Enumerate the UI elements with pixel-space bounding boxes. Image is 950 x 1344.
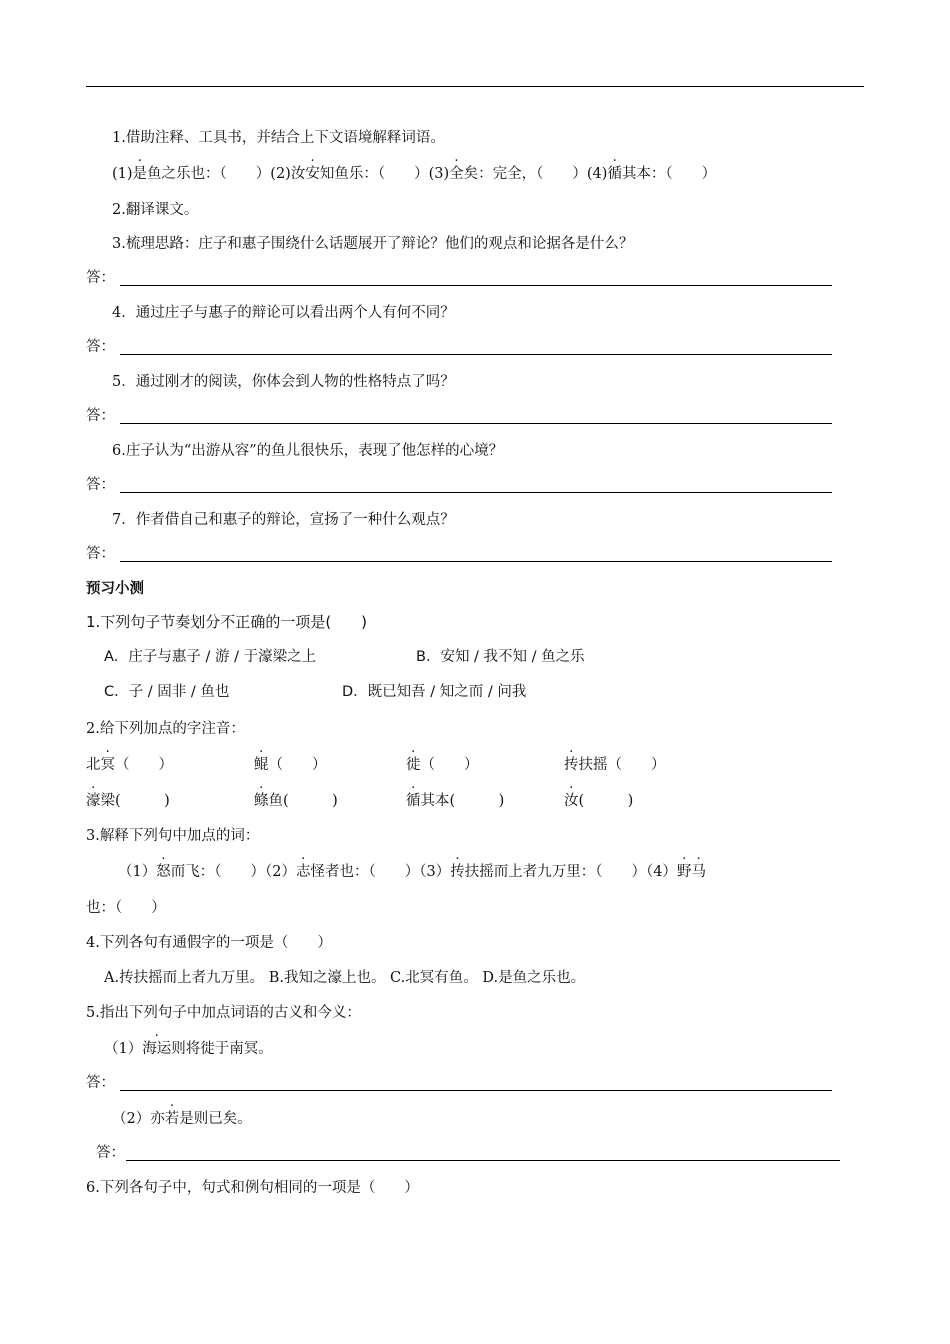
answer-label: 答： bbox=[96, 1145, 125, 1161]
answer-label: 答： bbox=[86, 546, 115, 562]
q4-text: 4．通过庄子与惠子的辩论可以看出两个人有何不同？ bbox=[112, 305, 455, 321]
answer-label: 答： bbox=[86, 339, 115, 355]
t4-options: A.抟扶摇而上者九万里。 B.我知之濠上也。 C.北冥有鱼。 D.是鱼之乐也。 bbox=[104, 970, 586, 986]
t5-sentence-2: （2）亦若是则已矣。 bbox=[112, 1111, 252, 1127]
answer-label: 答： bbox=[86, 270, 115, 286]
q2-text: 2.翻译课文。 bbox=[112, 202, 199, 218]
t2-item: 循其本( ) bbox=[406, 793, 505, 809]
t2-item: 汝( ) bbox=[564, 793, 634, 809]
answer-label: 答： bbox=[86, 1075, 115, 1091]
t1-option-d[interactable]: D．既已知吾 / 知之而 / 问我 bbox=[342, 684, 527, 700]
t4-stem: 4.下列各句有通假字的一项是（ ） bbox=[86, 935, 332, 951]
t2-item: 鲲（ ） bbox=[254, 757, 327, 773]
q1-title: 1.借助注释、工具书，并结合上下文语境解释词语。 bbox=[112, 130, 445, 146]
t2-item: 濠梁( ) bbox=[86, 793, 170, 809]
answer-label: 答： bbox=[86, 477, 115, 493]
t3-stem: 3.解释下列句中加点的词： bbox=[86, 828, 260, 844]
q1-items: (1)是鱼之乐也：（ ）(2)汝安知鱼乐：（ ）(3)全矣：完全，（ ）(4)循其本：（ ） bbox=[112, 166, 717, 182]
answer-line[interactable] bbox=[126, 1160, 840, 1161]
t5-stem: 5.指出下列句子中加点词语的古义和今义： bbox=[86, 1005, 361, 1021]
t2-stem: 2.给下列加点的字注音： bbox=[86, 721, 245, 737]
t3-line1: （1）怒而飞：（ ）（2）志怪者也：（ ）（3）抟扶摇而上者九万里：（ ）（4）野马 bbox=[118, 864, 706, 880]
t2-item: 抟扶摇（ ） bbox=[564, 757, 666, 773]
answer-label: 答： bbox=[86, 408, 115, 424]
answer-line[interactable] bbox=[120, 492, 832, 493]
q3-text: 3.梳理思路：庄子和惠子围绕什么话题展开了辩论？他们的观点和论据各是什么？ bbox=[112, 236, 634, 252]
t1-stem: 1.下列句子节奏划分不正确的一项是( ) bbox=[86, 613, 368, 631]
section-title: 预习小测 bbox=[86, 581, 144, 597]
answer-line[interactable] bbox=[120, 561, 832, 562]
t2-item: 鲦鱼( ) bbox=[254, 793, 338, 809]
answer-line[interactable] bbox=[120, 354, 832, 355]
answer-line[interactable] bbox=[120, 285, 832, 286]
t1-option-a[interactable]: A．庄子与惠子 / 游 / 于濠梁之上 bbox=[104, 649, 317, 665]
t6-stem: 6.下列各句子中，句式和例句相同的一项是（ ） bbox=[86, 1180, 419, 1196]
q5-text: 5．通过刚才的阅读，你体会到人物的性格特点了吗？ bbox=[112, 374, 455, 390]
t2-item: 北冥（ ） bbox=[86, 757, 173, 773]
t1-option-c[interactable]: C．子 / 固非 / 鱼也 bbox=[104, 684, 230, 700]
t1-option-b[interactable]: B．安知 / 我不知 / 鱼之乐 bbox=[416, 649, 585, 665]
answer-line[interactable] bbox=[120, 1090, 832, 1091]
q7-text: 7．作者借自己和惠子的辩论，宣扬了一种什么观点？ bbox=[112, 512, 455, 528]
q6-text: 6.庄子认为“出游从容”的鱼儿很快乐，表现了他怎样的心境？ bbox=[112, 443, 504, 459]
t3-line2: 也：（ ） bbox=[86, 900, 166, 916]
header-rule bbox=[86, 86, 864, 87]
t2-item: 徙（ ） bbox=[406, 757, 479, 773]
answer-line[interactable] bbox=[120, 423, 832, 424]
t5-sentence-1: （1）海运则将徙于南冥。 bbox=[104, 1041, 273, 1057]
